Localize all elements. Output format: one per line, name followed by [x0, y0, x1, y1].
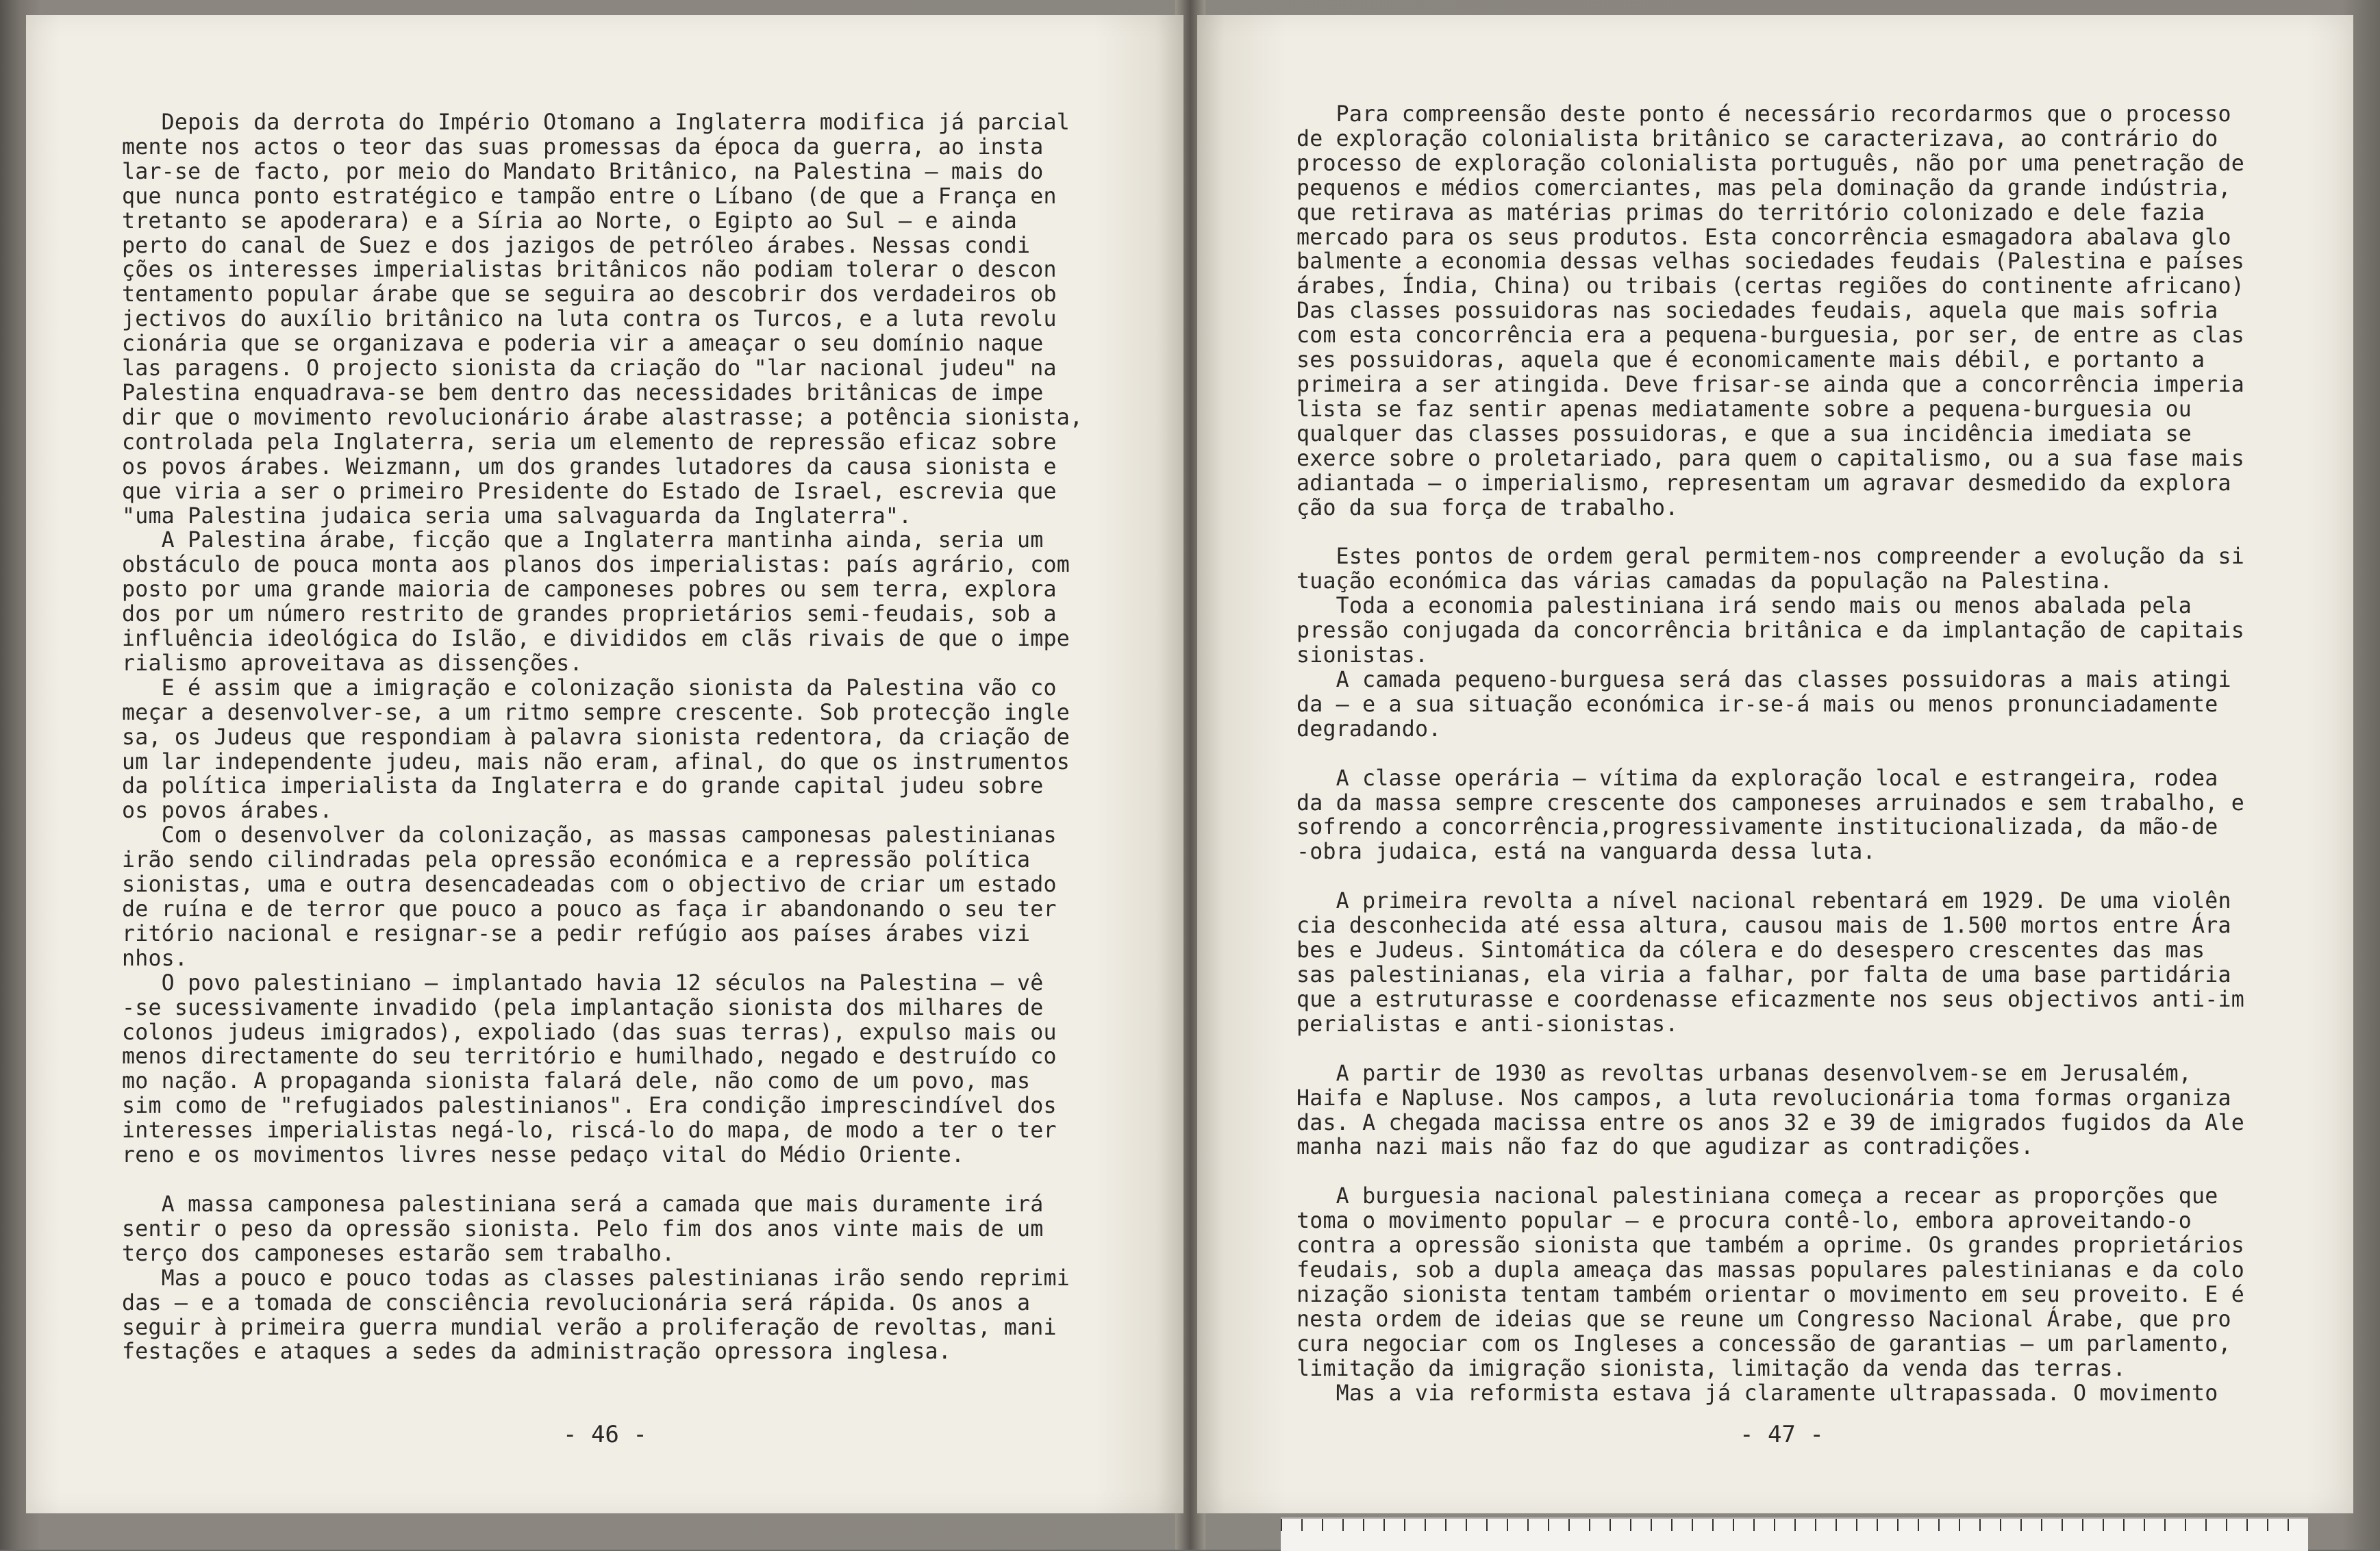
text-line: [1297, 1037, 2296, 1062]
text-line: terço dos camponeses estarão sem trabalho.: [122, 1241, 675, 1266]
text-line: Palestina enquadrava-se bem dentro das necessidades britânicas de impe: [122, 380, 1044, 405]
text-line: [1297, 520, 2296, 545]
text-line: dos por um número restrito de grandes proprietários semi-feudais, sob a: [122, 602, 1057, 627]
text-line: posto por uma grande maioria de camponeses pobres ou sem terra, explora: [122, 577, 1057, 603]
text-line: sentir o peso da opressão sionista. Pelo fim dos anos vinte mais de um: [122, 1216, 1044, 1241]
text-line: de ruína e de terror que pouco a pouco as faça ir abandonando o seu ter: [122, 897, 1057, 922]
text-line: -se sucessivamente invadido (pela implantação sionista dos milhares de: [122, 995, 1044, 1020]
text-line: manha nazi mais não faz do que agudizar as contradições.: [1297, 1135, 2034, 1160]
text-line: "uma Palestina judaica seria uma salvaguarda da Inglaterra".: [122, 503, 912, 529]
text-line: ses possuidoras, aquela que é economicamente mais débil, e portanto a: [1297, 348, 2205, 373]
text-line: limitação da imigração sionista, limitação da venda das terras.: [1297, 1356, 2126, 1381]
text-line: A partir de 1930 as revoltas urbanas desenvolvem-se em Jerusalém,: [1297, 1061, 2192, 1086]
text-line: que a estruturasse e coordenasse eficazmente nos seus objectivos anti-im: [1297, 987, 2244, 1012]
text-line: Estes pontos de ordem geral permitem-nos compreender a evolução da si: [1297, 544, 2244, 570]
text-line: perialistas e anti-sionistas.: [1297, 1011, 1679, 1037]
text-line: feudais, sob a dupla ameaça das massas populares palestinianas e da colo: [1297, 1258, 2244, 1283]
text-line: ritório nacional e resignar-se a pedir refúgio aos países árabes vizi: [122, 921, 1031, 946]
text-line: da — e a sua situação económica ir-se-á mais ou menos pronunciadamente: [1297, 692, 2218, 717]
text-line: lar-se de facto, por meio do Mandato Britânico, na Palestina — mais do: [122, 159, 1044, 184]
text-line: sim como de "refugiados palestinianos". Era condição imprescindível dos: [122, 1094, 1057, 1119]
text-line: las paragens. O projecto sionista da criação do "lar nacional judeu" na: [122, 356, 1057, 381]
text-line: da política imperialista da Inglaterra e do grande capital judeu sobre: [122, 774, 1044, 799]
text-line: E é assim que a imigração e colonização sionista da Palestina vão co: [122, 675, 1057, 701]
text-line: pequenos e médios comerciantes, mas pela dominação da grande indústria,: [1297, 175, 2231, 201]
text-line: nhos.: [122, 946, 188, 971]
text-line: A camada pequeno-burguesa será das classes possuidoras a mais atingi: [1297, 667, 2231, 692]
text-line: [1297, 742, 2296, 767]
text-line: tuação económica das várias camadas da população na Palestina.: [1297, 569, 2113, 594]
text-line: interesses imperialistas negá-lo, riscá-lo do mapa, de modo a ter o ter: [122, 1118, 1057, 1144]
text-line: Mas a via reformista estava já claramente ultrapassada. O movimento: [1297, 1380, 2218, 1406]
text-line: O povo palestiniano — implantado havia 12 séculos na Palestina — vê: [122, 970, 1044, 996]
text-line: primeira a ser atingida. Deve frisar-se ainda que a concorrência imperia: [1297, 372, 2244, 397]
text-line: que viria a ser o primeiro Presidente do Estado de Israel, escrevia que: [122, 479, 1057, 504]
text-line: adiantada — o imperialismo, representam um agravar desmedido da explora: [1297, 470, 2231, 496]
text-line: Para compreensão deste ponto é necessário recordarmos que o processo: [1297, 102, 2231, 127]
text-line: Com o desenvolver da colonização, as massas camponesas palestinianas: [122, 823, 1057, 848]
text-line: -obra judaica, está na vanguarda dessa luta.: [1297, 840, 1876, 865]
text-line: sofrendo a concorrência,progressivamente institucionalizada, da mão-de: [1297, 815, 2218, 840]
text-line: A primeira revolta a nível nacional rebentará em 1929. De uma violên: [1297, 889, 2231, 914]
text-line: sa, os Judeus que respondiam à palavra sionista redentora, da criação de: [122, 724, 1070, 750]
text-line: obstáculo de pouca monta aos planos dos imperialistas: país agrário, com: [122, 553, 1070, 578]
text-line: meçar a desenvolver-se, a um ritmo sempre crescente. Sob protecção ingle: [122, 700, 1070, 725]
text-line: [122, 1168, 1122, 1193]
text-line: Haifa e Napluse. Nos campos, a luta revolucionária toma formas organiza: [1297, 1085, 2231, 1111]
text-line: A burguesia nacional palestiniana começa a recear as proporções que: [1297, 1184, 2218, 1209]
text-line: os povos árabes. Weizmann, um dos grandes lutadores da causa sionista e: [122, 454, 1057, 479]
text-line: sionistas.: [1297, 643, 1429, 668]
text-line: [1297, 865, 2296, 890]
right-page-body: [1297, 103, 2296, 1407]
text-line: dir que o movimento revolucionário árabe alastrasse; a potência sionista,: [122, 405, 1083, 430]
text-line: pressão conjugada da concorrência britânica e da implantação de capitais: [1297, 618, 2244, 644]
text-line: processo de exploração colonialista português, não por uma penetração de: [1297, 151, 2244, 176]
text-line: jectivos do auxílio britânico na luta contra os Turcos, e a luta revolu: [122, 307, 1057, 332]
text-line: sionistas, uma e outra desencadeadas com o objectivo de criar um estado: [122, 872, 1057, 898]
text-line: cionária que se organizava e poderia vir a ameaçar o seu domínio naque: [122, 331, 1044, 357]
text-line: de exploração colonialista britânico se caracterizava, ao contrário do: [1297, 126, 2218, 151]
text-line: A massa camponesa palestiniana será a camada que mais duramente irá: [122, 1191, 1044, 1217]
text-line: contra a opressão sionista que também a oprime. Os grandes proprietários: [1297, 1233, 2244, 1259]
text-line: ção da sua força de trabalho.: [1297, 495, 1679, 520]
text-line: das — e a tomada de consciência revolucionária será rápida. Os anos a: [122, 1290, 1031, 1315]
text-line: cia desconhecida até essa altura, causou mais de 1.500 mortos entre Ára: [1297, 913, 2231, 939]
text-line: bes e Judeus. Sintomática da cólera e do desespero crescentes das mas: [1297, 938, 2205, 963]
left-page: [26, 15, 1183, 1513]
text-line: [1297, 1160, 2296, 1185]
text-line: Das classes possuidoras nas sociedades feudais, aquela que mais sofria: [1297, 299, 2218, 324]
text-line: que nunca ponto estratégico e tampão entre o Líbano (de que a França en: [122, 184, 1057, 209]
scale-ruler: [1281, 1517, 2308, 1551]
text-line: cura negociar com os Ingleses a concessão de garantias — um parlamento,: [1297, 1331, 2231, 1357]
text-line: menos directamente do seu território e humilhado, negado e destruído co: [122, 1044, 1057, 1070]
text-line: nesta ordem de ideias que se reune um Congresso Nacional Árabe, que pro: [1297, 1307, 2231, 1332]
text-line: mente nos actos o teor das suas promessas da época da guerra, ao insta: [122, 134, 1044, 160]
text-line: A Palestina árabe, ficção que a Inglaterra mantinha ainda, seria um: [122, 528, 1044, 553]
text-line: exerce sobre o proletariado, para quem o capitalismo, ou a sua fase mais: [1297, 446, 2244, 471]
text-line: com esta concorrência era a pequena-burguesia, por ser, de entre as clas: [1297, 323, 2244, 349]
text-line: perto do canal de Suez e dos jazigos de petróleo árabes. Nessas condi: [122, 233, 1031, 258]
left-page-body: [122, 111, 1122, 1365]
text-line: mo nação. A propaganda sionista falará dele, não como de um povo, mas: [122, 1069, 1031, 1094]
text-line: ções os interesses imperialistas britânicos não podiam tolerar o descon: [122, 257, 1057, 283]
right-page: [1197, 15, 2353, 1513]
text-line: nização sionista tentam também orientar o movimento em seu proveito. E é: [1297, 1282, 2244, 1307]
text-line: um lar independente judeu, mais não eram, afinal, do que os instrumentos: [122, 749, 1070, 774]
text-line: da da massa sempre crescente dos camponeses arruinados e sem trabalho, e: [1297, 790, 2244, 816]
right-page-number: - 47 -: [1740, 1421, 1824, 1448]
text-line: balmente a economia dessas velhas sociedades feudais (Palestina e países: [1297, 249, 2244, 275]
text-line: A classe operária — vítima da exploração local e estrangeira, rodea: [1297, 766, 2218, 791]
text-line: mercado para os seus produtos. Esta concorrência esmagadora abalava glo: [1297, 225, 2231, 250]
text-line: reno e os movimentos livres nesse pedaço vital do Médio Oriente.: [122, 1143, 965, 1168]
text-line: Toda a economia palestiniana irá sendo mais ou menos abalada pela: [1297, 594, 2192, 619]
text-line: os povos árabes.: [122, 798, 333, 824]
text-line: Mas a pouco e pouco todas as classes palestinianas irão sendo reprimi: [122, 1265, 1070, 1291]
text-line: irão sendo cilindradas pela opressão económica e a repressão política: [122, 848, 1031, 873]
text-line: degradando.: [1297, 716, 1442, 742]
text-line: Depois da derrota do Império Otomano a Inglaterra modifica já parcial: [122, 110, 1070, 135]
text-line: toma o movimento popular — e procura contê-lo, embora aproveitando-o: [1297, 1209, 2192, 1234]
text-line: lista se faz sentir apenas mediatamente sobre a pequena-burguesia ou: [1297, 396, 2192, 422]
text-line: que retirava as matérias primas do território colonizado e dele fazia: [1297, 200, 2205, 225]
text-line: colonos judeus imigrados), expoliado (das suas terras), expulso mais ou: [122, 1020, 1057, 1045]
text-line: das. A chegada macissa entre os anos 32 e 39 de imigrados fugidos da Ale: [1297, 1110, 2244, 1135]
text-line: sas palestinianas, ela viria a falhar, por falta de uma base partidária: [1297, 963, 2231, 987]
text-line: controlada pela Inglaterra, seria um elemento de repressão eficaz sobre: [122, 429, 1057, 455]
text-line: rialismo aproveitava as dissenções.: [122, 651, 583, 676]
left-page-number: - 46 -: [563, 1421, 647, 1448]
text-line: tentamento popular árabe que se seguira ao descobrir dos verdadeiros ob: [122, 282, 1057, 307]
text-line: festações e ataques a sedes da administração opressora inglesa.: [122, 1339, 951, 1365]
text-line: seguir à primeira guerra mundial verão a proliferação de revoltas, mani: [122, 1315, 1057, 1340]
text-line: qualquer das classes possuidoras, e que a sua incidência imediata se: [1297, 421, 2192, 446]
text-line: influência ideológica do Islão, e divididos em clãs rivais de que o impe: [122, 627, 1070, 652]
text-line: tretanto se apoderara) e a Síria ao Norte, o Egipto ao Sul — e ainda: [122, 208, 1018, 234]
text-line: árabes, Índia, China) ou tribais (certas regiões do continente africano): [1297, 274, 2244, 299]
